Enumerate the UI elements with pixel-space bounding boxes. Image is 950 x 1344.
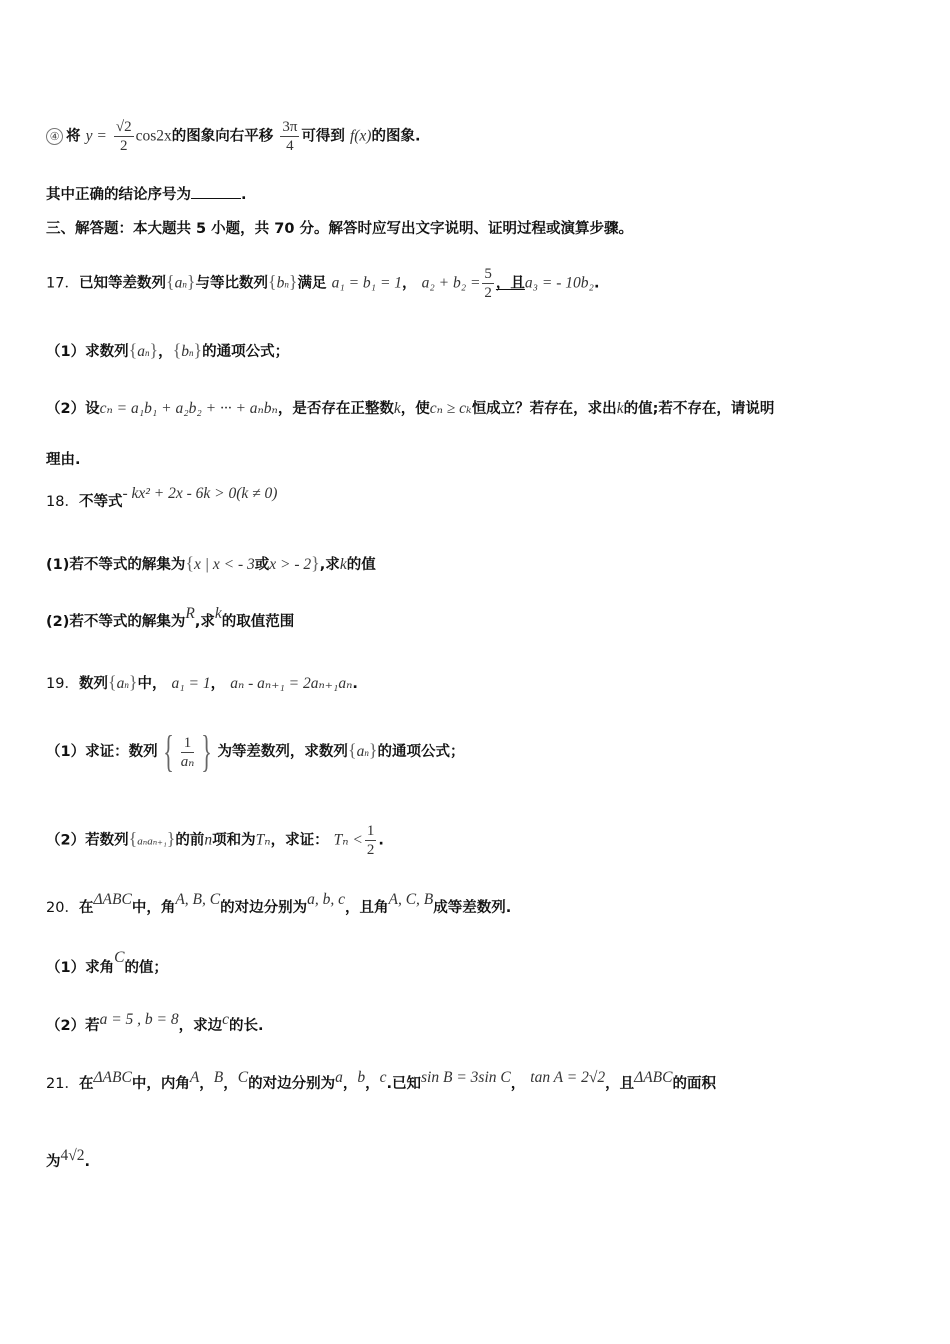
- q19-part-2-text: 的前: [175, 832, 205, 849]
- question-19-part-2: （2）若数列{aₙaₙ₊₁}的前n项和为Tₙ，求证： Tₙ < $\frac{1}{2}$ .: [46, 823, 384, 858]
- math-n: n: [204, 831, 213, 849]
- q17-cn-definition: cₙ = a₁b₁ + a₂b₂ + ··· + aₙbₙ: [99, 400, 278, 417]
- question-17-part-2: （2）设cₙ = a₁b₁ + a₂b₂ + ··· + aₙbₙ，是否存在正整数k，使cₙ ≥ cₖ恒成立？若存在，求出k的值;若不存在，请说明: [46, 400, 775, 417]
- fraction-numerator: 1: [181, 734, 195, 753]
- q17-part-1-end: 的通项公式；: [202, 344, 290, 360]
- math-fx: f(x): [349, 127, 372, 145]
- fraction-denominator: 2: [119, 138, 128, 154]
- question-19-part-1: （1）求证：数列 { $\frac{1}{\text{aₙ}}$ } 为等差数列，求数列{an}的通项公式；: [46, 727, 465, 776]
- question-17-part-1: （1）求数列{an}，{bn}的通项公式；: [46, 340, 290, 360]
- q20-part-2-text: ，求边: [178, 1018, 223, 1034]
- question-17-part-2-cont: 理由.: [46, 452, 81, 468]
- question-17-stem: 17．已知等差数列{an}与等比数列{bn}满足 a₁ = b₁ = 1， a₂ + b₂ = $\frac{5}{2}$ ，且a₃ = - 10b₂.: [46, 266, 600, 301]
- fraction-5-over-2: [482, 265, 494, 302]
- q17-part-1-sep: ，: [158, 344, 173, 360]
- math-cos2x: cos2x: [135, 127, 172, 145]
- question-21-number: 21．: [46, 1076, 79, 1092]
- q20-text: 的对边分别为: [220, 900, 308, 916]
- q18-set-2: x > - 2: [269, 556, 312, 573]
- q17-text: 与等比数列: [195, 275, 268, 292]
- seq-bn: b: [276, 274, 285, 292]
- q19-end: .: [352, 676, 358, 692]
- q17-end: .: [593, 275, 600, 292]
- question-20-stem: [46, 891, 512, 920]
- item-4-line: [46, 118, 420, 155]
- q19-part-1-text: （1）求证：数列: [46, 744, 158, 760]
- seq-an: a: [116, 675, 125, 692]
- q19-text: 中，: [137, 676, 167, 692]
- q19-part-2-text: （2）若数列: [46, 832, 129, 849]
- q21-tangent-value: tan A = 2√2: [530, 1069, 606, 1086]
- q18-or: 或: [254, 557, 270, 573]
- q17-condition-2: a₂ + b₂ =: [421, 274, 481, 292]
- q18-inequality: - kx² + 2x - 6k > 0(k ≠ 0): [122, 485, 278, 502]
- q18-text: 不等式: [78, 494, 123, 510]
- question-20-part-2: [46, 1011, 264, 1038]
- math-Tn: Tₙ: [255, 831, 271, 849]
- q20-values: a = 5 , b = 8: [99, 1011, 179, 1028]
- math-C: C: [237, 1069, 249, 1086]
- q19-product-seq: aₙaₙ₊₁: [137, 835, 167, 848]
- q19-end: .: [378, 832, 384, 849]
- fraction-1-over-an: [181, 734, 195, 771]
- math-C: C: [114, 949, 125, 966]
- answer-blank[interactable]: [191, 184, 241, 199]
- q17-text: 满足: [297, 275, 327, 292]
- q21-text: 为: [46, 1154, 61, 1170]
- fraction-3pi-over-4: [280, 118, 299, 155]
- math-a: a: [335, 1069, 343, 1086]
- q19-part-2-text: ，求证：: [270, 832, 329, 849]
- q21-text: ，且: [605, 1076, 635, 1092]
- q19-part-2-text: 项和为: [212, 832, 256, 849]
- fraction-1-over-2: [365, 822, 377, 859]
- question-21-cont: [46, 1147, 91, 1174]
- q17-part-1-text: （1）求数列: [46, 344, 129, 360]
- question-19-stem: 19．数列{an}中， a₁ = 1， aₙ - aₙ₊₁ = 2aₙ₊₁aₙ.: [46, 672, 358, 692]
- fraction-denominator: 2: [366, 842, 375, 858]
- q20-text: ，且角: [345, 900, 389, 916]
- question-18-part-2: (2)若不等式的解集为R,求k的取值范围: [46, 605, 295, 630]
- q20-text: 中，角: [131, 900, 176, 916]
- circled-number-4: ④: [46, 128, 63, 145]
- fraction-denominator: aₙ: [180, 753, 195, 770]
- question-18-number: 18．: [46, 494, 79, 510]
- q20-sides: a, b, c: [307, 891, 345, 908]
- math-triangle: ΔABC: [634, 1069, 673, 1086]
- q17-text: 已知等差数列: [78, 275, 166, 292]
- q21-area-value: 4√2: [60, 1147, 85, 1164]
- fraction-sqrt2-over-2: [114, 118, 134, 155]
- question-19-number: 19．: [46, 676, 79, 692]
- q18-part-2-text: ,求: [194, 614, 215, 630]
- math-triangle: ΔABC: [93, 891, 132, 908]
- q21-sine-relation: sin B = 3sin C: [421, 1069, 511, 1086]
- q21-sep: ，: [365, 1076, 380, 1092]
- answer-blank-end: .: [241, 187, 247, 203]
- fraction-numerator: 3π: [282, 119, 298, 135]
- q20-angle-order: A, C, B: [388, 891, 434, 908]
- math-y-equals: y =: [85, 127, 107, 145]
- fraction-denominator: 2: [484, 285, 492, 301]
- q17-part-2-text: ，使: [400, 401, 430, 417]
- item-4-text: 将: [66, 128, 81, 145]
- q19-part-1-text: 为等差数列，求数列: [217, 744, 348, 760]
- q17-part-2-text: （2）设: [46, 401, 100, 417]
- seq-an: a: [174, 274, 183, 292]
- question-18-part-1: (1)若不等式的解集为{x | x < - 3或x > - 2},求k的值: [46, 553, 376, 573]
- q21-text: 的面积: [672, 1076, 716, 1092]
- q20-part-1-text: （1）求角: [46, 960, 115, 976]
- math-k: k: [339, 556, 347, 573]
- math-triangle: ΔABC: [93, 1069, 132, 1086]
- q19-condition-1: a₁ = 1: [171, 675, 211, 692]
- question-21-stem: [46, 1069, 716, 1096]
- math-b: b: [357, 1069, 366, 1086]
- q17-part-2-text: 恒成立？若存在，求出: [471, 401, 617, 417]
- math-B: B: [213, 1069, 224, 1086]
- item-4-text-shift: 的图象向右平移: [171, 128, 274, 145]
- q21-sep: ，: [223, 1076, 238, 1092]
- q17-text: ，且: [495, 275, 525, 292]
- q17-inequality: cₙ ≥ cₖ: [429, 400, 472, 417]
- answer-blank-prompt: 其中正确的结论序号为: [46, 187, 191, 203]
- fraction-denominator: 4: [286, 138, 294, 154]
- q18-part-1-text: (1)若不等式的解集为: [46, 557, 186, 573]
- q19-part-1-end: 的通项公式；: [377, 744, 465, 760]
- q19-comma: ，: [210, 676, 226, 692]
- q17-part-2-text: ，是否存在正整数: [277, 401, 394, 417]
- q18-part-1-end: 的值: [346, 557, 376, 573]
- q17-part-2-text: 的值;若不存在，请说明: [623, 401, 775, 417]
- fraction-numerator: 1: [366, 823, 375, 839]
- q21-text: .已知: [386, 1076, 422, 1092]
- q18-part-2-end: 的取值范围: [221, 614, 295, 630]
- q20-text: 在: [78, 900, 94, 916]
- q18-set-1: x | x < - 3: [193, 556, 255, 573]
- math-c: c: [379, 1069, 387, 1086]
- question-20-number: 20．: [46, 900, 79, 916]
- q20-text: 成等差数列.: [433, 900, 512, 916]
- math-c: c: [222, 1011, 230, 1028]
- q20-part-2-text: （2）若: [46, 1018, 100, 1034]
- q21-text: 在: [78, 1076, 94, 1092]
- question-20-part-1: [46, 949, 168, 980]
- q21-sep: ，: [510, 1076, 526, 1092]
- q21-sep: ，: [199, 1076, 214, 1092]
- math-R: R: [185, 605, 195, 622]
- section-3-heading: 三、解答题：本大题共 5 小题，共 70 分。解答时应写出文字说明、证明过程或演算步骤。: [46, 221, 633, 237]
- math-A: A: [189, 1069, 200, 1086]
- q19-inequality: Tₙ <: [333, 831, 363, 849]
- q17-condition-3: a₃ = - 10b₂: [524, 274, 594, 292]
- q18-part-2-text: (2)若不等式的解集为: [46, 614, 186, 630]
- fraction-numerator: 5: [484, 266, 492, 282]
- question-18-stem: [46, 485, 278, 514]
- fraction-numerator: √2: [115, 119, 132, 135]
- question-17-number: 17．: [46, 275, 79, 292]
- q20-angles: A, B, C: [175, 891, 221, 908]
- q21-sep: ，: [342, 1076, 358, 1092]
- q17-comma: ，: [402, 275, 417, 292]
- item-4-text-get: 可得到: [301, 128, 345, 145]
- q21-end: .: [84, 1154, 91, 1170]
- q17-condition-1: a₁ = b₁ = 1: [331, 274, 403, 292]
- q21-text: 的对边分别为: [248, 1076, 336, 1092]
- q18-part-1-text: ,求: [319, 557, 340, 573]
- q19-condition-2: aₙ - aₙ₊₁ = 2aₙ₊₁aₙ: [230, 675, 353, 692]
- q20-part-1-end: 的值；: [124, 960, 168, 976]
- answer-blank-line: [46, 183, 247, 207]
- q20-part-2-end: 的长.: [229, 1018, 264, 1034]
- math-k: k: [393, 400, 401, 417]
- q21-text: 中，内角: [131, 1076, 190, 1092]
- q19-text: 数列: [78, 676, 108, 692]
- item-4-text-end: 的图象.: [371, 128, 421, 145]
